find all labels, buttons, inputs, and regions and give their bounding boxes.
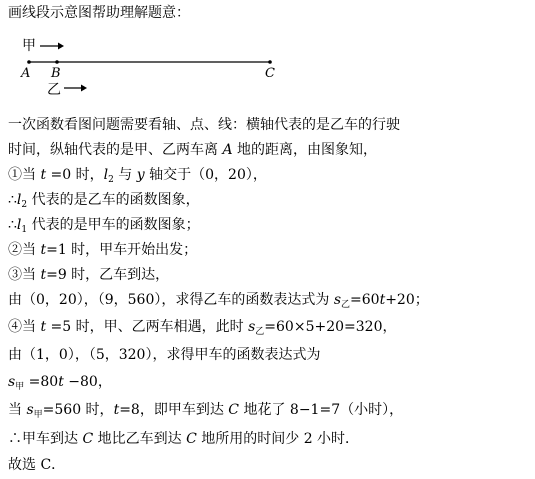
text-run: =60×5+20=320， bbox=[264, 319, 397, 335]
subscript: 2 bbox=[108, 175, 114, 185]
var-t: t bbox=[40, 242, 47, 258]
text-run: 当 bbox=[8, 402, 27, 418]
conclusion-line: 故选 C． bbox=[8, 457, 66, 473]
text-run: −80， bbox=[63, 374, 112, 390]
var-c: C bbox=[228, 402, 240, 418]
text-run: 地所用的时间少 2 小时． bbox=[196, 431, 360, 447]
point-a-label: A bbox=[21, 66, 31, 81]
step-5-line bbox=[8, 266, 169, 284]
var-t: t bbox=[40, 319, 47, 335]
step-8-line: 由（1，0），（5，320），求得甲车的函数表达式为 bbox=[8, 347, 321, 363]
text-run: ②当 bbox=[8, 242, 41, 258]
text-run: 由（0，20），（9，560），求得乙车的函数表达式为 bbox=[8, 292, 334, 308]
arrow-yi-head bbox=[81, 85, 87, 92]
subscript: 乙 bbox=[341, 300, 351, 310]
text-run: +20； bbox=[385, 292, 429, 308]
text-run: =9 时，乙车到达， bbox=[46, 267, 170, 283]
var-t: t bbox=[40, 267, 47, 283]
var-t: t bbox=[113, 402, 120, 418]
var-l: l bbox=[16, 217, 22, 233]
point-b-dot bbox=[55, 60, 59, 64]
label-yi: 乙 bbox=[47, 82, 61, 98]
arrow-jia-head bbox=[58, 43, 64, 50]
segment-diagram bbox=[0, 30, 535, 100]
var-t: t bbox=[58, 374, 64, 390]
text-run: =1 时，甲车开始出发； bbox=[46, 242, 198, 258]
text-run: =5 时，甲、乙两车相遇，此时 bbox=[46, 319, 249, 335]
step-10-line bbox=[8, 401, 403, 424]
text-run: 代表的是甲车的函数图象； bbox=[27, 217, 200, 233]
var-l: l bbox=[103, 167, 109, 183]
text-run: 地花了 8−1=7（小时）， bbox=[239, 402, 404, 418]
text-run: ③当 bbox=[8, 267, 41, 283]
var-a: A bbox=[222, 142, 233, 158]
text-run: =560 时， bbox=[42, 402, 114, 418]
subscript: 2 bbox=[21, 200, 28, 210]
step-11-line bbox=[8, 430, 359, 448]
var-s: s bbox=[248, 319, 256, 335]
var-l: l bbox=[16, 192, 22, 208]
step-6-line bbox=[8, 291, 429, 314]
text-run: 时间，纵轴代表的是甲、乙两车离 bbox=[8, 142, 223, 158]
intro-line-1: 一次函数看图问题需要看轴、点、线：横轴代表的是乙车的行驶 bbox=[8, 117, 400, 133]
text-run: =60 bbox=[350, 292, 380, 308]
text-run: 代表的是乙车的函数图象， bbox=[27, 192, 200, 208]
var-t: t bbox=[379, 292, 386, 308]
var-c: C bbox=[186, 431, 197, 447]
text-run: ①当 bbox=[8, 167, 41, 183]
subscript: 乙 bbox=[255, 327, 265, 337]
text-run: =8，即甲车到达 bbox=[119, 402, 229, 418]
text-run: 地比乙车到达 bbox=[93, 431, 187, 447]
point-c-dot bbox=[268, 60, 272, 64]
text-run: ∴甲车到达 bbox=[8, 431, 83, 447]
text-run: 地的距离，由图象知， bbox=[232, 142, 378, 158]
text-run: 与 bbox=[113, 167, 137, 183]
point-b-label: B bbox=[51, 66, 61, 81]
var-s: s bbox=[26, 402, 34, 418]
step-2-line bbox=[8, 191, 200, 214]
step-3-line bbox=[8, 216, 200, 239]
label-jia: 甲 bbox=[22, 38, 36, 54]
intro-line-2 bbox=[8, 141, 377, 159]
var-c: C bbox=[82, 431, 94, 447]
text-run: =80 bbox=[24, 374, 59, 390]
subscript: 甲 bbox=[15, 382, 25, 392]
var-y: y bbox=[136, 167, 145, 183]
heading: 画线段示意图帮助理解题意： bbox=[8, 5, 190, 21]
var-s: s bbox=[8, 374, 16, 390]
point-c-label: C bbox=[265, 66, 275, 81]
step-7-line bbox=[8, 318, 396, 341]
var-t: t bbox=[40, 167, 47, 183]
step-9-line bbox=[8, 373, 112, 396]
step-1-line bbox=[8, 166, 267, 189]
therefore-symbol: ∴ bbox=[8, 192, 17, 208]
subscript: 甲 bbox=[33, 410, 43, 420]
therefore-symbol: ∴ bbox=[8, 217, 17, 233]
text-run: 轴交于（0，20）， bbox=[144, 167, 267, 183]
text-run: =0 时， bbox=[46, 167, 104, 183]
text-run: ④当 bbox=[8, 319, 41, 335]
var-s: s bbox=[333, 292, 341, 308]
subscript: 1 bbox=[21, 225, 28, 235]
point-a-dot bbox=[27, 60, 31, 64]
step-4-line bbox=[8, 241, 197, 259]
